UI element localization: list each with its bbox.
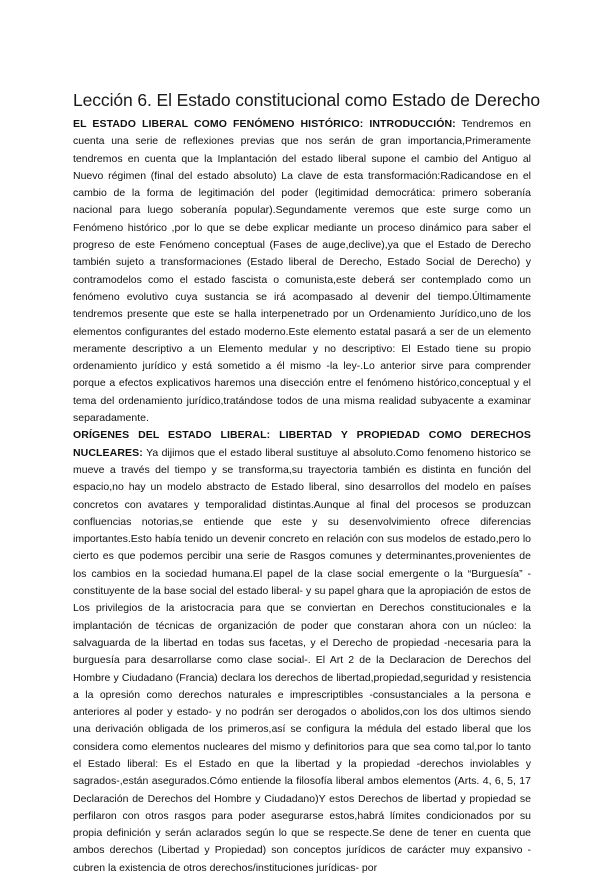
section-introduccion <box>73 116 531 427</box>
section-text-introduccion: Tendremos en cuenta una serie de reflexiones previas que nos serán de gran importancia,Primeramente tendremos en cuenta que la Implantación del estado liberal supone el cambio del Antiguo al Nuevo régimen (final del estado absoluto) La clave de esta transformación:Radicandose en el cambio de la forma de legitimación del poder (legitimidad democrática: primero soberanía nacional para luego soberanía popular).Segundamente veremos que este surge como un Fenómeno histórico ,por lo que se debe explicar mediante un proceso dinámico para saber el progreso de este Fenómeno conceptual (Fases de auge,declive),ya que el Estado de Derecho también sujeto a transformaciones (Estado liberal de Derecho, Estado Social de Derecho) y contramodelos como el estado fascista o comunista,este deberá ser contemplado como un fenómeno evolutivo cuya sustancia se irá acompasado al devenir del tiempo.Últimamente tendremos presente que este se halla interpenetrado por un Ordenamiento Jurídico,uno de los elementos configurantes del estado moderno.Este elemento estatal pasará a ser de un elemento meramente descriptivo a un Elemento medular y no descriptivo: El Estado tiene su propio ordenamiento jurídico y está sometido a él mismo -la ley-.Lo anterior sirve para comprender porque a efectos explicativos haremos una disección entre el fenómeno histórico,conceptual y el tema del ordenamiento jurídico,tratándose todos de una misma realidad subyacente a examinar separadamente. <box>73 118 531 425</box>
page-title: Lección 6. El Estado constitucional como Estado de Derecho <box>73 90 540 110</box>
document-body <box>73 116 531 877</box>
section-heading-introduccion: EL ESTADO LIBERAL COMO FENÓMENO HISTÓRICO: INTRODUCCIÓN: <box>73 118 456 130</box>
section-heading-origenes: ORÍGENES DEL ESTADO LIBERAL: LIBERTAD Y PROPIEDAD COMO DERECHOS NUCLEARES: <box>73 429 531 459</box>
section-text-origenes: Ya dijimos que el estado liberal sustituye al absoluto.Como fenomeno historico se mueve a través del tiempo y se transforma,su trayectoria también es distinta en función del espacio,no hay un modelo abstracto de Estado liberal, sino desarrollos del modelo en países concretos con avatares y temporalidad distintas.Aunque al final del procesos se produzcan confluencias notorias,se entiende que este y su desenvolvimiento ofrece diferencias importantes.Esto había tenido un devenir concreto en relación con sus modelos de estado,pero lo cierto es que podemos percibir una serie de Rasgos comunes y determinantes,provenientes de los cambios en la sociedad humana.El papel de la clase social emergente o la “Burguesía” -constituyente de la base social del estado liberal- y su papel ghara que la apropiación de estos de Los privilegios de la aristocracia para que se conviertan en Derechos constitucionales e la implantación de técnicas de organización de poder que constaran ahora con un núcleo: la salvaguarda de la libertad en todas sus facetas, y el Derecho de propiedad -necesaria para la burguesía para desarrollarse como clase social-. El Art 2 de la Declaracion de Derechos del Hombre y Ciudadano (Francia) declara los derechos de libertad,propiedad,seguridad y resistencia a la opresión como derechos naturales e imprescriptibles -consustanciales a la persona e anteriores al poder y estado- y no podrán ser derogados o abolidos,con los dos ultimos siendo una derivación obligada de los primeros,así se configura la médula del estado liberal que los considera como elementos nucleares del mismo y definitorios para que sea como tal,por lo tanto el Estado liberal: Es el Estado en que la libertad y la propiedad -derechos inviolables y sagrados-,están asegurados.Cómo entiende la filosofía liberal ambos elementos (Arts. 4, 6, 5, 17 Declaración de Derechos del Hombre y Ciudadano)Y estos Derechos de libertad y propiedad se perfilaron con otros rasgos para poder asegurarse estos,habrá límites condicionados por su propia definición y serán aclarados según lo que se respecte.Se dene de tener en cuenta que ambos derechos (Libertad y Propiedad) son conceptos jurídicos de carácter muy expansivo -cubren la existencia de otros derechos/instituciones jurídicas- por <box>73 446 531 874</box>
section-origenes <box>73 427 531 877</box>
